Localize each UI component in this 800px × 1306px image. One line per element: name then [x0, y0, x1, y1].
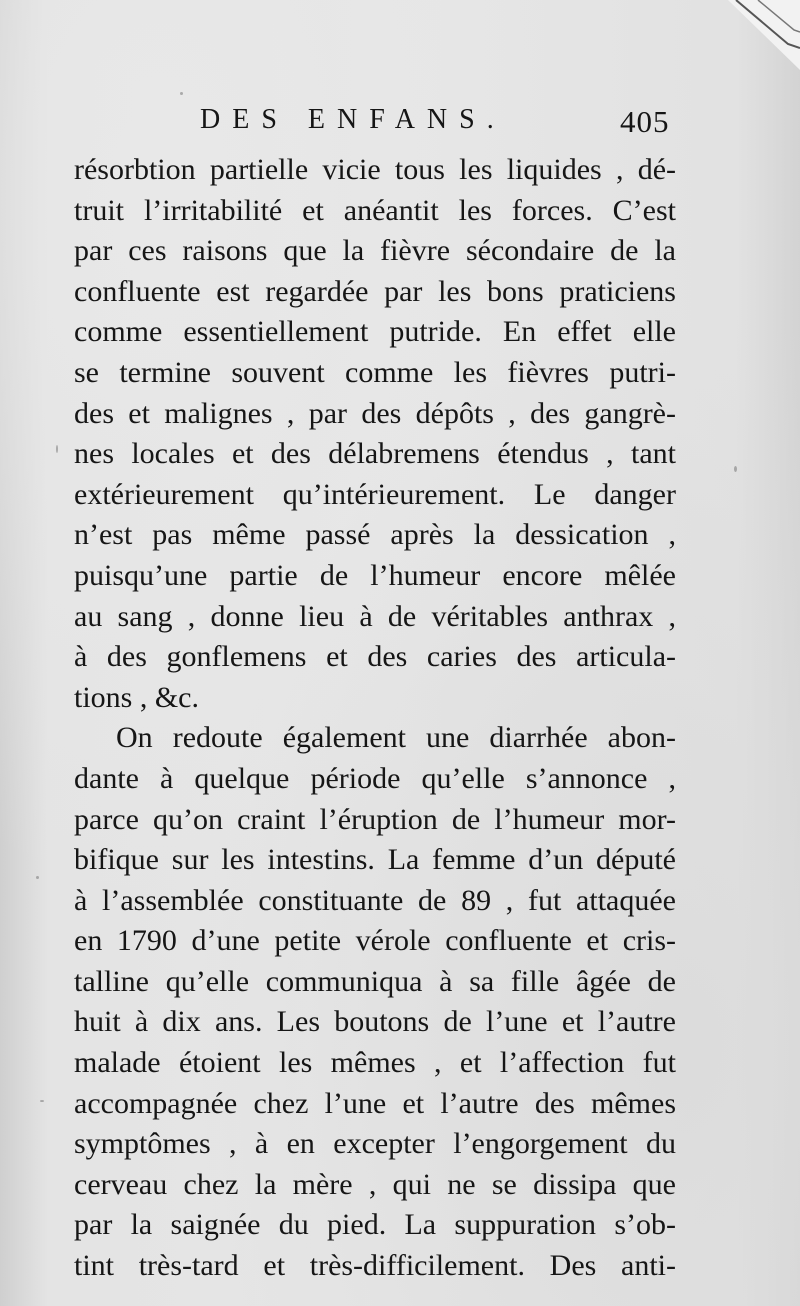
text-line: extérieurement qu’intérieurement. Le danger	[74, 477, 676, 511]
text-line: se termine souvent comme les fièvres putri-	[74, 355, 676, 389]
text-line: en 1790 d’une petite vérole confluente et cris-	[74, 924, 676, 958]
text-line: accompagnée chez l’une et l’autre des mêmes	[74, 1086, 676, 1120]
text-line: comme essentiellement putride. En effet elle	[74, 315, 676, 349]
text-line: nes locales et des délabremens étendus , tant	[74, 437, 676, 471]
folded-corner	[728, 0, 800, 70]
text-line: bifique sur les intestins. La femme d’un député	[74, 843, 676, 877]
text-line: malade étoient les mêmes , et l’affection fut	[74, 1046, 676, 1080]
paper-speck	[36, 876, 39, 879]
text-line: par ces raisons que la fièvre sécondaire de la	[74, 234, 676, 268]
text-line: par la saignée du pied. La suppuration s’ob-	[74, 1208, 676, 1242]
body-text	[74, 150, 676, 1287]
text-line: truit l’irritabilité et anéantit les forces. C’est	[74, 193, 676, 227]
text-line: confluente est regardée par les bons praticiens	[74, 274, 676, 308]
paper-speck	[40, 1100, 44, 1102]
running-title: DES ENFANS.	[200, 104, 506, 135]
text-line: à des gonflemens et des caries des articula-	[74, 640, 676, 674]
paragraph-start-line: On redoute également une diarrhée abon-	[116, 721, 676, 755]
text-line: parce qu’on craint l’éruption de l’humeur mor-	[74, 802, 676, 836]
paper-speck	[180, 92, 183, 95]
text-line: des et malignes , par des dépôts , des gangrè-	[74, 396, 676, 430]
paragraph-end-line: tions , &c.	[74, 680, 199, 714]
text-line: cerveau chez la mère , qui ne se dissipa que	[74, 1167, 676, 1201]
text-line: huit à dix ans. Les boutons de l’une et l’autre	[74, 1005, 676, 1039]
text-line: tint très-tard et très-difficilement. Des anti-	[74, 1249, 676, 1283]
text-line: n’est pas même passé après la dessication ,	[74, 518, 676, 552]
text-line: au sang , donne lieu à de véritables anthrax ,	[74, 599, 676, 633]
text-line: talline qu’elle communiqua à sa fille âgée de	[74, 964, 676, 998]
text-line: symptômes , à en excepter l’engorgement du	[74, 1127, 676, 1161]
paper-speck	[56, 445, 58, 453]
text-line: puisqu’une partie de l’humeur encore mêlée	[74, 558, 676, 592]
text-line: résorbtion partielle vicie tous les liquides , dé-	[74, 153, 676, 186]
text-line: à l’assemblée constituante de 89 , fut attaquée	[74, 883, 676, 917]
paper-speck	[734, 466, 737, 472]
text-line: dante à quelque période qu’elle s’annonce ,	[74, 761, 676, 795]
running-head	[0, 104, 800, 144]
page-number: 405	[620, 104, 670, 139]
